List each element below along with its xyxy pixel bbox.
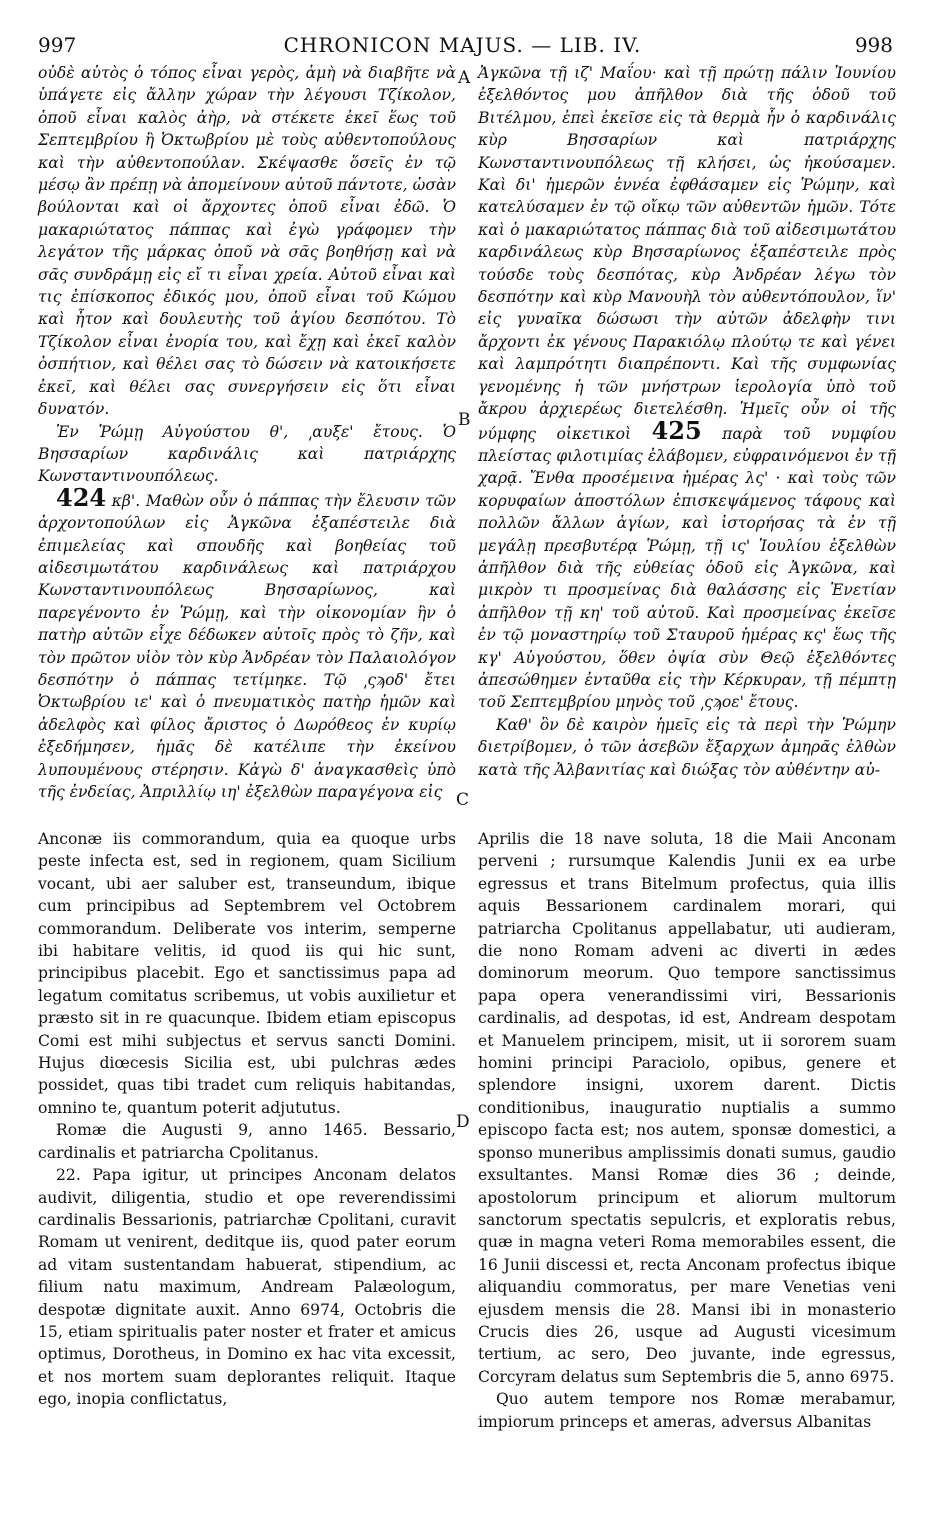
greek-left-paragraph-2: Ἐν Ῥώμῃ Αὐγούστου θ', ͵αυξε' ἔτους. Ὁ Βησσαρίων καρδινάλις καὶ πατριάρχης Κωνσταντινουπόλεως. [38, 422, 456, 486]
section-number-425: 425 [651, 415, 702, 445]
latin-left-paragraph-2: Romæ die Augusti 9, anno 1465. Bessario, cardinalis et patriarcha Cpolitanus. [38, 1121, 456, 1162]
section-number-424: 424 [56, 482, 107, 512]
greek-right-paragraph-2: Καθ' ὃν δὲ καιρὸν ἡμεῖς εἰς τὰ περὶ τὴν Ῥώμην διετρίβομεν, ὁ τῶν ἀσεβῶν ἔξαρχων ἀμηρᾶς ἐλθὼν κατὰ τῆς Ἀλβανιτίας καὶ διώξας τὸν αὐθέντην αὐ- [478, 715, 896, 779]
latin-left-paragraph-3: 22. Papa igitur, ut principes Anconam delatos audivit, diligentia, studio et ope reverendissimi cardinalis Bessarionis, patriarchæ Cpolitani, curavit Romam ut venirent, deditque iis, quod pater eorum ad vitam sustentandam habuerat, stipendium, ac filium natu maximum, Andream Palæologum, despotæ dignitate auxit. Anno 6974, Octobris die 15, etiam spiritualis pater noster et frater et amicus optimus, Dorotheus, in Domino ex hac vita excessit, et nos mortem suam deplorantes reliquit. Itaque ego, inopia conflictatus, [38, 1166, 456, 1409]
greek-right-paragraph-1 [478, 62, 896, 714]
margin-letter-a: A [458, 68, 471, 88]
latin-left-paragraph-1: Anconæ iis commorandum, quia ea quoque urbs peste infecta est, sed in regionem, quam Sicilium vocant, ubi aer saluber est, transeundum, ibique cum principibus ad Septembrem vel Octobrem commorandum. Deliberate vos interim, semperne ibi habitare velitis, id quod iis qui hic sunt, principibus placebit. Ego et sanctissimus papa ad legatum comitatus scribemus, ut vobis auxilietur et præsto sit in re quacunque. Ibidem etiam episcopus Comi est mihi subjectus et servus sancti Domini. Hujus diœcesis Sicilia est, ubi pulchras ædes possidet, quas tibi tradet cum reliquis habitandas, omnino te, quantum poterit adjututus. [38, 830, 456, 1117]
latin-column-right [478, 828, 896, 1530]
greek-column-left [38, 62, 456, 822]
running-title: CHRONICON MAJUS. — LIB. IV. [283, 33, 642, 57]
latin-right-paragraph-1: Aprilis die 18 nave soluta, 18 die Maii Anconam perveni ; rursumque Kalendis Junii ex ea urbe egressus et trans Bitelmum profectus, quia illis aquis Bessarionem cardinalem morari, qui patriarcha Cpolitanus appellabatur, uti audieram, die nono Romam adveni ac diverti in ædes dominorum meorum. Quo tempore sanctissimus papa opera venerandissimi viri, Bessarionis cardinalis, ad despotas, id est, Andream despotam et Manuelem principem, misit, ut ii sororem suam homini principi Paraciolo, opibus, genere et splendore insigni, uxorem darent. Dictis conditionibus, inauguratio nuptialis a summo episcopo facta est; nos autem, sponsæ domestici, a sponso muneribus amplissimis donati sumus, gaudio exsultantes. Mansi Romæ dies 36 ; deinde, apostolorum principum et aliorum multorum sanctorum spectatis sepulcris, et exploratis rebus, quæ in magna veteri Roma memorabiles essent, die 16 Junii discessi et, recta Anconam profectus ibique aliquandiu commoratus, per mare Venetias veni ejusdem mensis die 28. Mansi ibi in monasterio Crucis dies 26, usque ad Augusti vicesimum tertium, ac sero, Deo juvante, inde egressus, Corcyram delatus sum Septembris die 5, anno 6975. [478, 830, 896, 1386]
greek-left-paragraph-3 [38, 482, 456, 804]
greek-column-right [478, 62, 896, 822]
page-number-left: 997 [38, 33, 77, 57]
greek-right-paragraph-1b: παρὰ τοῦ νυμφίου πλείστας φιλοτιμίας ἐλάβομεν, εὐφραινόμενοι ἐν τῇ χαρᾷ. Ἔνθα προσέμεινα ἡμέρας λς' · καὶ τοὺς τῶν κορυφαίων ἀποστόλων ἐπισκεψάμενος τάφους καὶ πολλῶν ἄλλων ἁγίων, καὶ ἱστορήσας τὰ ἐν τῇ μεγάλῃ πρεσβυτέρᾳ Ῥώμῃ, τῇ ις' Ἰουλίου ἐξελθὼν ἀπῆλθον διὰ τῆς εὐθείας ὁδοῦ εἰς Ἀγκῶνα, καὶ μικρὸν τι προσμείνας διὰ θαλάσσης εἰς Ἐνετίαν ἀπῆλθον τῇ κη' τοῦ αὐτοῦ. Καὶ προσμείνας ἐκεῖσε ἐν τῷ μοναστηρίῳ τοῦ Σταυροῦ ἡμέρας κς' ἕως τῆς κγ' Αὐγούστου, ὅθεν ὀψία σὺν Θεῷ ἐξελθόντες ἀπεσώθημεν ἐνταῦθα εἰς τὴν Κέρκυραν, τῇ πέμπτῃ τοῦ Σεπτεμβρίου μηνὸς τοῦ ͵ςϡοε' ἔτους. [478, 424, 896, 712]
latin-column-left [38, 828, 456, 1530]
margin-letter-d: D [456, 1112, 470, 1132]
greek-left-paragraph-1: οὐδὲ αὐτὸς ὁ τόπος εἶναι γερὸς, ἀμὴ νὰ διαβῆτε νὰ ὑπάγετε εἰς ἄλλην χώραν τὴν λέγουσι Τζίκολον, ὁποῦ εἶναι καλὸς ἀὴρ, νὰ στέκετε ἐκεῖ ἕως τοῦ Σεπτεμβρίου ἢ Ὀκτωβρίου μὲ τοὺς αὐθεντοπούλους καὶ τὴν αὐθεντοπούλαν. Σκέψασθε ὅσεῖς ἐν τῷ μέσῳ ἂν πρέπῃ νὰ ἀπομείνουν αὐτοῦ πάντοτε, ὡσὰν βούλονται καὶ οἱ ἄρχοντες ὁποῦ εἶναι ἐδῶ. Ὁ μακαριώτατος πάππας καὶ ἐγὼ γράφομεν τὴν λεγάτον τῆς μάρκας ὁποῦ νὰ σᾶς βοηθήσῃ καὶ νὰ σᾶς συνδράμῃ εἰς εἴ τι εἶναι χρεία. Αὐτοῦ εἶναι καὶ τις ἐπίσκοπος ἐδικός μου, ὁποῦ εἶναι τοῦ Κώμου καὶ ἦτον καὶ δουλευτὴς τοῦ ἁγίου δεσπότου. Τὸ Τζίκολον εἶναι ἐνορία του, καὶ ἔχῃ καὶ ἐκεῖ καλὸν ὁσπήτιον, καὶ θέλει σας τὸ δώσειν νὰ κατοικήσετε ἐκεῖ, καὶ θέλει σας συνεργήσειν εἰς ὅτι εἶναι δυνατόν. [38, 64, 456, 419]
margin-letter-b: B [458, 410, 471, 430]
greek-left-paragraph-3-text: κβ'. Μαθὼν οὖν ὁ πάππας τὴν ἔλευσιν τῶν ἀρχοντοπούλων εἰς Ἀγκῶνα ἐξαπέστειλε διὰ ἐπιμελείας καὶ σπουδῆς καὶ βοηθείας τοῦ αἰδεσιμωτάτου καρδινάλεως καὶ πατριάρχου Κωνσταντινουπόλεως Βησσαρίωνος, καὶ παρεγένοντο ἐν Ῥώμῃ, καὶ τὴν οἰκονομίαν ἣν ὁ πατὴρ αὐτῶν εἶχε δέδωκεν αὐτοῖς πρὸς τὸ ζῆν, καὶ τὸν πρῶτον υἱὸν τὸν κὺρ Ἀνδρέαν τὸν Παλαιολόγον δεσπότην ὁ πάππας τετίμηκε. Τῷ ͵ςϡοδ' ἔτει Ὀκτωβρίου ιε' καὶ ὁ πνευματικὸς πατὴρ ἡμῶν καὶ ἀδελφὸς καὶ φίλος ἄριστος ὁ Δωρόθεος ἐν κυρίῳ ἐξεδήμησεν, ἡμᾶς δὲ κατέλιπε τὴν ἐκείνου λυπουμένους στέρησιν. Κἀγὼ δ' ἀναγκασθεὶς ὑπὸ τῆς ἐνδείας, Ἀπριλλίῳ ιη' ἐξελθὼν παραγέγονα εἰς [38, 491, 456, 801]
latin-right-paragraph-2: Quo autem tempore nos Romæ merabamur, impiorum princeps et ameras, adversus Albanitas [478, 1390, 896, 1431]
page-number-right: 998 [854, 33, 893, 57]
greek-right-paragraph-1a: Ἀγκῶνα τῇ ιζ' Μαΐου· καὶ τῇ πρώτῃ πάλιν Ἰουνίου ἐξελθόντος μου ἀπῆλθον διὰ τῆς ὁδοῦ τοῦ Βιτέλμου, ἐπεὶ ἐκεῖσε εἰς τὰ θερμὰ ἦν ὁ καρδινάλις κὺρ Βησσαρίων καὶ πατριάρχης Κωνσταντινουπόλεως τῇ κλήσει, ὡς ἠκούσαμεν. Καὶ δι' ἡμερῶν ἐννέα ἐφθάσαμεν εἰς Ῥώμην, καὶ κατελύσαμεν ἐν τῷ οἴκῳ τῶν αὐθεντῶν ἡμῶν. Τότε καὶ ὁ μακαριώτατος πάππας διὰ τοῦ αἰδεσιμωτάτου καρδινάλεως κὺρ Βησσαρίωνος ἐξαπέστειλε πρὸς τούσδε τοὺς δεσπότας, κὺρ Ἀνδρέαν λέγω τὸν δεσπότην καὶ κὺρ Μανουὴλ τὸν αὐθεντόπουλον, ἵν' εἰς γυναῖκα δώσωσι τὴν αὐτῶν ἀδελφὴν τινι ἄρχοντι ἐκ γένους Παρακιόλῳ πλούτῳ τε καὶ γένει καὶ λαμπρότητι διαπρέποντι. Καὶ τῆς συμφωνίας γενομένης ἡ τῶν μνήστρων ἱερολογία ὑπὸ τοῦ ἄκρου ἀρχιερέως διετελέσθη. Ἡμεῖς οὖν οἱ τῆς νύμφης οἰκετικοὶ [478, 64, 896, 443]
margin-letter-c: C [456, 790, 470, 810]
